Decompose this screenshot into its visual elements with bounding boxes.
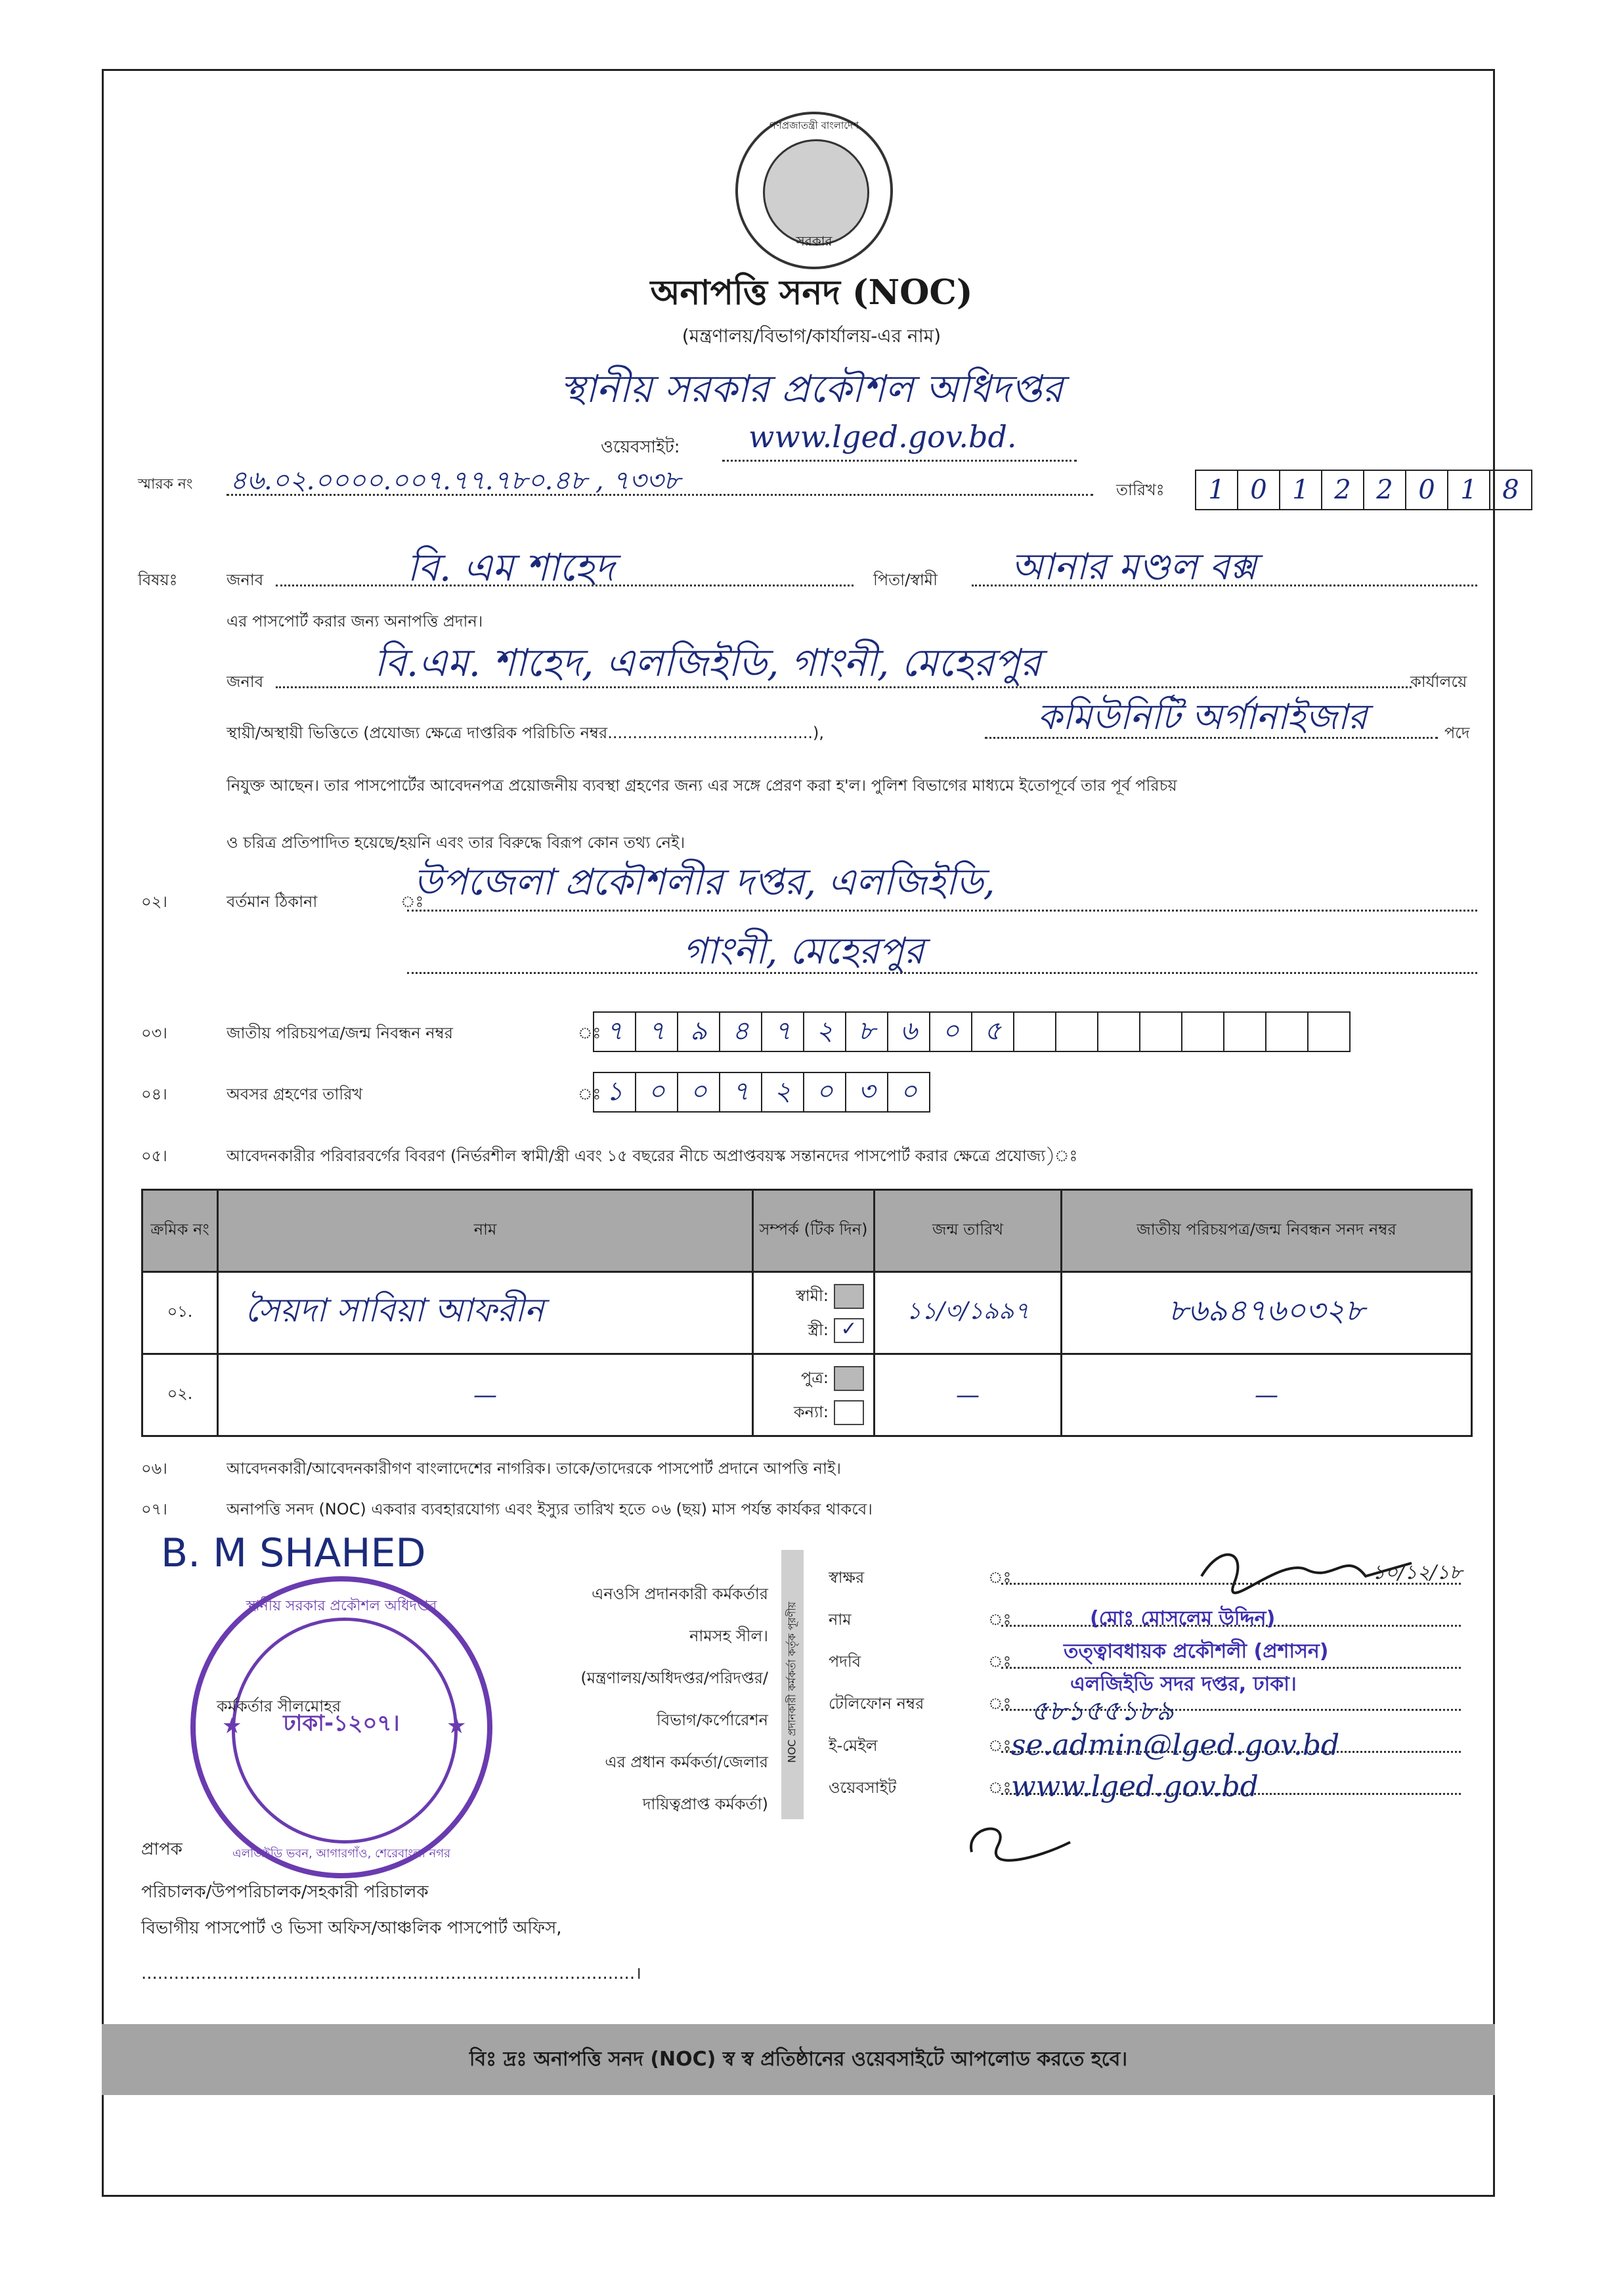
memo-dots	[227, 494, 1093, 496]
footer-notice: বিঃ দ্রঃ অনাপত্তি সনদ (NOC) স্ব স্ব প্রতিষ্ঠানের ওয়েবসাইটে আপলোড করতে হবে।	[469, 2047, 1128, 2071]
office-suffix: কার্যালয়ে	[1410, 673, 1467, 691]
recipient-line-1: পরিচালক/উপপরিচালক/সহকারী পরিচালক	[141, 1882, 429, 1902]
signature-date: ১০/১২/১৮	[1372, 1561, 1463, 1584]
field-colon: ঃ	[988, 1652, 1012, 1671]
address-dots-2	[407, 972, 1477, 974]
emblem-label: সরকার	[796, 233, 833, 249]
memo-value: ৪৬.০২.০০০০.০০৭.৭৭.৭৮০.৪৮ , ৭৩৩৮	[230, 466, 681, 496]
date-boxes	[1196, 470, 1532, 510]
retire-digit-box: ৭	[719, 1072, 762, 1113]
government-emblem	[735, 112, 893, 269]
bangladesh-map-icon	[763, 139, 869, 246]
row-name: সৈয়দা সাবিয়া আফরীন	[218, 1272, 753, 1354]
nid-digit-box	[1139, 1011, 1182, 1052]
official-seal	[190, 1576, 492, 1878]
father-dots	[972, 585, 1477, 586]
issuer-field-label: ওয়েবসাইট	[829, 1778, 897, 1797]
vertical-label: NOC প্রদানকারী কর্মকর্তা কর্তৃক পূরণীয়	[785, 1601, 798, 1763]
date-digit-box: 1	[1279, 470, 1322, 510]
vertical-label-strip	[781, 1550, 804, 1819]
date-digit-box: 1	[1195, 470, 1238, 510]
retire-digit-box: ১	[593, 1072, 636, 1113]
issuer-name: (মোঃ মোসলেম উদ্দিন)	[1090, 1607, 1276, 1630]
nid-digit-box	[1181, 1011, 1224, 1052]
item-05-number: ০৫।	[141, 1147, 167, 1165]
family-table-header	[142, 1190, 1472, 1272]
issuer-website: www.lged.gov.bd	[1011, 1770, 1259, 1803]
designation-dots	[985, 737, 1438, 739]
retire-boxes	[594, 1072, 930, 1113]
address-label: বর্তমান ঠিকানা	[227, 893, 318, 911]
nid-digit-box: ৪	[719, 1011, 762, 1052]
issuer-left-label: (মন্ত্রণালয়/অধিদপ্তর/পরিদপ্তর/	[580, 1669, 768, 1687]
nid-digit-box	[1307, 1011, 1351, 1052]
nid-digit-box: ৭	[593, 1011, 636, 1052]
date-digit-box: 1	[1447, 470, 1490, 510]
nid-digit-box: ৫	[971, 1011, 1014, 1052]
retire-digit-box: ০	[803, 1072, 846, 1113]
date-digit-box: 8	[1489, 470, 1532, 510]
header-relation: সম্পর্ক (টিক দিন)	[753, 1190, 875, 1272]
nid-digit-box: ২	[803, 1011, 846, 1052]
address-line-1: উপজেলা প্রকৌশলীর দপ্তর, এলজিইডি,	[414, 861, 995, 904]
nid-digit-box	[1013, 1011, 1056, 1052]
issuer-email: se.admin@lged.gov.bd	[1011, 1729, 1340, 1762]
header-serial: ক্রমিক নং	[142, 1190, 218, 1272]
issuer-field-colons	[988, 1556, 1011, 1809]
purpose-text: এর পাসপোর্ট করার জন্য অনাপত্তি প্রদান।	[227, 612, 483, 630]
relation-husband-label: স্বামী:	[796, 1287, 829, 1305]
nid-digit-box	[1055, 1011, 1098, 1052]
issuer-office: এলজিইডি সদর দপ্তর, ঢাকা।	[1070, 1673, 1297, 1696]
document-subtitle: (মন্ত্রণালয়/বিভাগ/কার্যালয়-এর নাম)	[682, 325, 941, 347]
row-serial: ০২.	[142, 1354, 218, 1436]
item-03-number: ০৩।	[141, 1024, 167, 1042]
nid-label: জাতীয় পরিচয়পত্র/জন্ম নিবন্ধন নম্বর	[227, 1024, 453, 1042]
nid-digit-box: ৭	[635, 1011, 678, 1052]
date-label: তারিখঃ	[1116, 481, 1165, 499]
recipient-line-3: ...........................................................................................।	[141, 1964, 641, 1983]
header-dob: জন্ম তারিখ	[875, 1190, 1062, 1272]
body-line-1: নিযুক্ত আছেন। তার পাসপোর্টের আবেদনপত্র প্রয়োজনীয় ব্যবস্থা গ্রহণের জন্য এর সঙ্গে প্রেরণ করা হ'ল। পুলিশ বিভাগের মাধ্যমে ইতোপূর্বে তার পূর্ব পরিচয়	[227, 776, 1177, 795]
relation-wife-label: স্ত্রী:	[808, 1321, 829, 1339]
star-icon: ★	[446, 1713, 467, 1739]
initial-signature	[959, 1813, 1090, 1872]
nid-digit-box	[1265, 1011, 1309, 1052]
table-row	[142, 1272, 1472, 1354]
issuer-left-label: নামসহ সীল।	[689, 1627, 768, 1645]
nid-digit-box: ৬	[887, 1011, 930, 1052]
document-title: অনাপত্তি সনদ (NOC)	[650, 273, 973, 313]
retire-digit-box: ০	[635, 1072, 678, 1113]
date-digit-box: 2	[1321, 470, 1364, 510]
note-07: অনাপত্তি সনদ (NOC) একবার ব্যবহারযোগ্য এবং ইস্যুর তারিখ হতে ০৬ (ছয়) মাস পর্যন্ত কার্যকর থাকবে।	[227, 1500, 873, 1518]
issuer-left-label: এনওসি প্রদানকারী কর্মকর্তার	[592, 1585, 768, 1603]
table-row	[142, 1354, 1472, 1436]
name-dots	[276, 585, 854, 586]
issuer-field-label: টেলিফোন নম্বর	[829, 1694, 924, 1713]
item-06-number: ০৬।	[141, 1459, 167, 1478]
retire-digit-box: ৩	[845, 1072, 888, 1113]
nid-digit-box	[1097, 1011, 1140, 1052]
father-label: পিতা/স্বামী	[873, 571, 938, 589]
field-colon: ঃ	[988, 1694, 1012, 1713]
item-02-number: ০২।	[141, 893, 167, 911]
row-relation	[753, 1354, 875, 1436]
name-office-dots	[276, 686, 1412, 688]
family-label: আবেদনকারীর পরিবারবর্গের বিবরণ (নির্ভরশীল স্বামী/স্ত্রী এবং ১৫ বছরের নীচে অপ্রাপ্তবয়স্ক সন্তানদের পাসপোর্ট করার ক্ষেত্রে প্রযোজ্য)ঃ	[227, 1147, 1078, 1165]
date-digit-box: 0	[1405, 470, 1448, 510]
retire-digit-box: ০	[677, 1072, 720, 1113]
nid-digit-box: ০	[929, 1011, 972, 1052]
row-serial: ০১.	[142, 1272, 218, 1354]
nid-boxes	[594, 1011, 1351, 1052]
address-colon: ঃ	[400, 893, 424, 911]
relation-husband-checkbox[interactable]	[834, 1284, 864, 1309]
father-name: আনার মণ্ডল বক্স	[1011, 546, 1257, 588]
issuer-field-labels	[829, 1556, 924, 1809]
website-value: www.lged.gov.bd.	[748, 419, 1017, 454]
retire-digit-box: ২	[761, 1072, 804, 1113]
emblem-ring-text: গণপ্রজাতন্ত্রী বাংলাদেশ	[769, 120, 859, 131]
field-colon: ঃ	[988, 1736, 1012, 1755]
issuer-field-label: পদবি	[829, 1652, 861, 1671]
recipient-line-2: বিভাগীয় পাসপোর্ট ও ভিসা অফিস/আঞ্চলিক পাসপোর্ট অফিস,	[141, 1918, 562, 1938]
row-dob: —	[875, 1354, 1062, 1436]
nid-digit-box: ৯	[677, 1011, 720, 1052]
website-label: ওয়েবসাইট:	[601, 437, 680, 457]
field-colon: ঃ	[988, 1610, 1012, 1629]
header-nid: জাতীয় পরিচয়পত্র/জন্ম নিবন্ধন সনদ নম্বর	[1062, 1190, 1472, 1272]
basis-text: স্থায়ী/অস্থায়ী ভিত্তিতে (প্রযোজ্য ক্ষেত্রে দাপ্তরিক পরিচিতি নম্বর.........................................),	[227, 724, 825, 742]
issuer-left-label: দায়িত্বপ্রাপ্ত কর্মকর্তা)	[642, 1795, 768, 1813]
issuer-designation: তত্ত্বাবধায়ক প্রকৌশলী (প্রশাসন)	[1064, 1640, 1329, 1663]
nid-digit-box: ৭	[761, 1011, 804, 1052]
row-relation	[753, 1272, 875, 1354]
office-name: স্থানীয় সরকার প্রকৌশল অধিদপ্তর	[559, 366, 1064, 411]
nid-digit-box: ৮	[845, 1011, 888, 1052]
subject-label: বিষয়ঃ	[138, 571, 178, 589]
issuer-phone: ৫৮১৫৫১৮৯	[1031, 1694, 1175, 1727]
janab-label-2: জনাব	[227, 673, 264, 691]
footer-notice-bar	[102, 2024, 1495, 2095]
issuer-field-label: স্বাক্ষর	[829, 1568, 865, 1587]
relation-daughter-label: কন্যা:	[793, 1403, 829, 1421]
issuer-left-labels	[453, 1573, 768, 1825]
date-digit-box: 2	[1363, 470, 1406, 510]
applicant-name: বি. এম শাহেদ	[407, 545, 615, 590]
item-07-number: ০৭।	[141, 1500, 167, 1518]
designation: কমিউনিটি অর্গানাইজার	[1037, 696, 1368, 738]
seal-top-text: স্থানীয় সরকার প্রকৌশল অধিদপ্তর	[246, 1598, 437, 1614]
seal-label: কর্মকর্তার সীলমোহর	[217, 1697, 341, 1715]
retire-colon: ঃ	[578, 1085, 601, 1103]
janab-label: জনাব	[227, 571, 264, 589]
applicant-name-english: B. M SHAHED	[161, 1530, 426, 1576]
row-nid: —	[1062, 1354, 1472, 1436]
family-table	[141, 1189, 1473, 1437]
relation-son-label: পুত্র:	[800, 1369, 829, 1387]
seal-bottom-text: এলজিইডি ভবন, আগারগাঁও, শেরেবাংলা নগর	[232, 1847, 450, 1861]
issuer-left-label: বিভাগ/কর্পোরেশন	[657, 1711, 768, 1729]
nid-colon: ঃ	[578, 1024, 601, 1042]
website-dots	[722, 460, 1077, 462]
relation-wife-checkbox[interactable]: ✓	[834, 1318, 864, 1343]
address-dots-1	[407, 910, 1477, 912]
address-line-2: গাংনী, মেহেরপুর	[683, 930, 924, 973]
relation-daughter-checkbox[interactable]	[834, 1400, 864, 1425]
header-name: নাম	[218, 1190, 753, 1272]
star-icon: ★	[222, 1713, 242, 1739]
row-dob: ১১/৩/১৯৯৭	[875, 1272, 1062, 1354]
issuer-field-label: ই-মেইল	[829, 1736, 878, 1755]
field-colon: ঃ	[988, 1778, 1012, 1797]
nid-digit-box	[1223, 1011, 1266, 1052]
issuer-left-label: এর প্রধান কর্মকর্তা/জেলার	[605, 1753, 768, 1771]
body-line-2: ও চরিত্র প্রতিপাদিত হয়েছে/হয়নি এবং তার বিরুদ্ধে বিরূপ কোন তথ্য নেই।	[227, 833, 685, 852]
date-digit-box: 0	[1237, 470, 1280, 510]
recipient-label: প্রাপক	[141, 1840, 183, 1859]
seal-center-text: ঢাকা-১২০৭।	[283, 1710, 400, 1736]
relation-son-checkbox[interactable]	[834, 1366, 864, 1391]
field-colon: ঃ	[988, 1568, 1012, 1587]
retire-label: অবসর গ্রহণের তারিখ	[227, 1085, 363, 1103]
name-office: বি.এম. শাহেদ, এলজিইডি, গাংনী, মেহেরপুর	[374, 640, 1041, 685]
designation-suffix: পদে	[1444, 724, 1470, 742]
retire-digit-box: ০	[887, 1072, 930, 1113]
memo-label: স্মারক নং	[138, 476, 193, 493]
issuer-field-label: নাম	[829, 1610, 852, 1629]
row-name: —	[218, 1354, 753, 1436]
item-04-number: ০৪।	[141, 1085, 167, 1103]
row-nid: ৮৬৯৪৭৬০৩২৮	[1062, 1272, 1472, 1354]
note-06: আবেদনকারী/আবেদনকারীগণ বাংলাদেশের নাগরিক। তাকে/তাদেরকে পাসপোর্ট প্রদানে আপত্তি নাই।	[227, 1459, 842, 1478]
